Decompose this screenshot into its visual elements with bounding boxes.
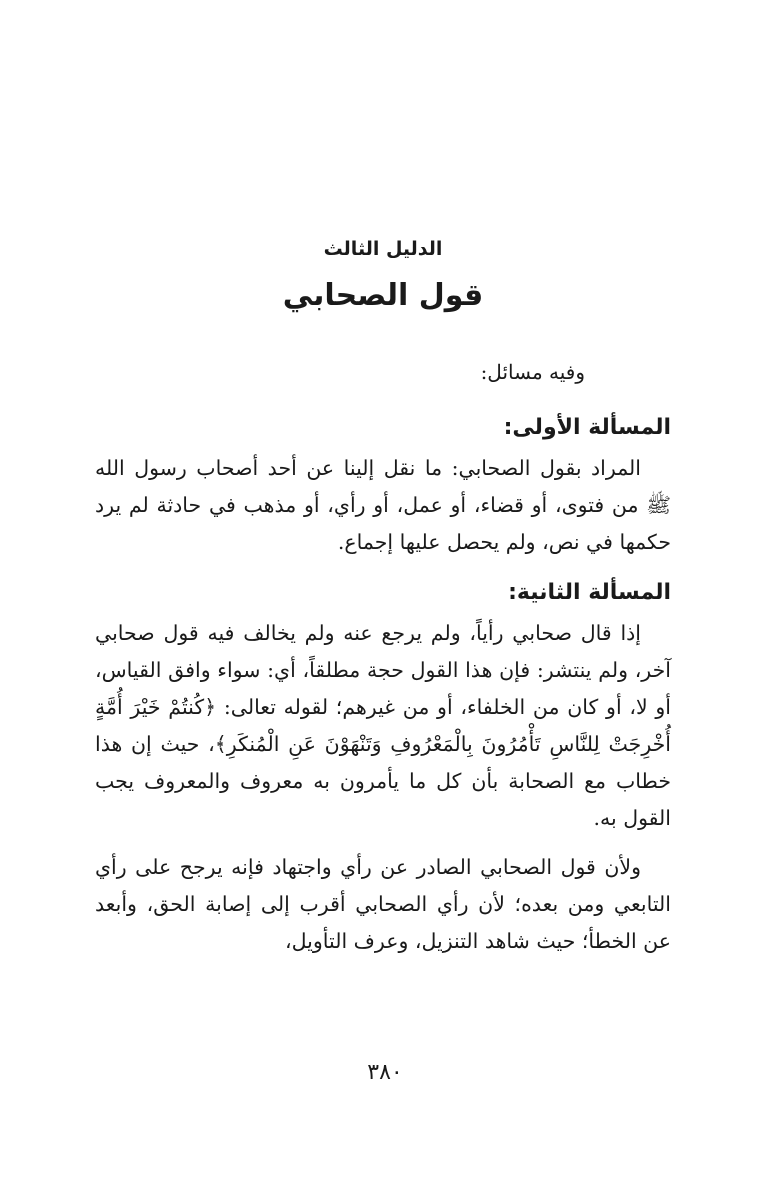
ruling-text-end: ، حيث إن هذا خطاب مع الصحابة بأن كل ما يأمرون به معروف والمعروف يجب القول به. — [95, 732, 671, 830]
chapter-label: الدليل الثالث — [323, 238, 443, 260]
ruling-text-start: إذا قال صحابي رأياً، ولم يرجع عنه ولم يخالف فيه قول صحابي آخر، ولم ينتشر: فإن هذا القول حجة مطلقاً، أي: سواء وافق القياس، أو لا، أو كان من الخلفاء، أو من غيرهم؛ لقوله تعالى: — [95, 621, 671, 719]
page-number: ٣٨٠ — [367, 1060, 403, 1085]
paragraph-ruling — [95, 615, 671, 837]
paragraph-definition: المراد بقول الصحابي: ما نقل إلينا عن أحد أصحاب رسول الله ﷺ من فتوى، أو قضاء، أو عمل، أو رأي، أو مذهب في حادثة لم يرد حكمها في نص، ولم يحصل عليها إجماع. — [95, 456, 671, 554]
section-heading-second: المسألة الثانية: — [508, 580, 671, 605]
page-content — [95, 238, 671, 972]
intro-text: وفيه مسائل: — [480, 360, 585, 384]
paragraph-reasoning: ولأن قول الصحابي الصادر عن رأي واجتهاد فإنه يرجح على رأي التابعي ومن بعده؛ لأن رأي الصحابي أقرب إلى إصابة الحق، وأبعد عن الخطأ؛ حيث شاهد التنزيل، وعرف التأويل، — [95, 855, 671, 953]
chapter-title: قول الصحابي — [282, 278, 484, 313]
section-heading-first: المسألة الأولى: — [503, 415, 671, 440]
quran-verse: ﴿كُنتُمْ خَيْرَ أُمَّةٍ أُخْرِجَتْ لِلنَّاسِ تَأْمُرُونَ بِالْمَعْرُوفِ وَتَنْهَوْنَ عَنِ الْمُنكَرِ﴾ — [95, 695, 672, 756]
